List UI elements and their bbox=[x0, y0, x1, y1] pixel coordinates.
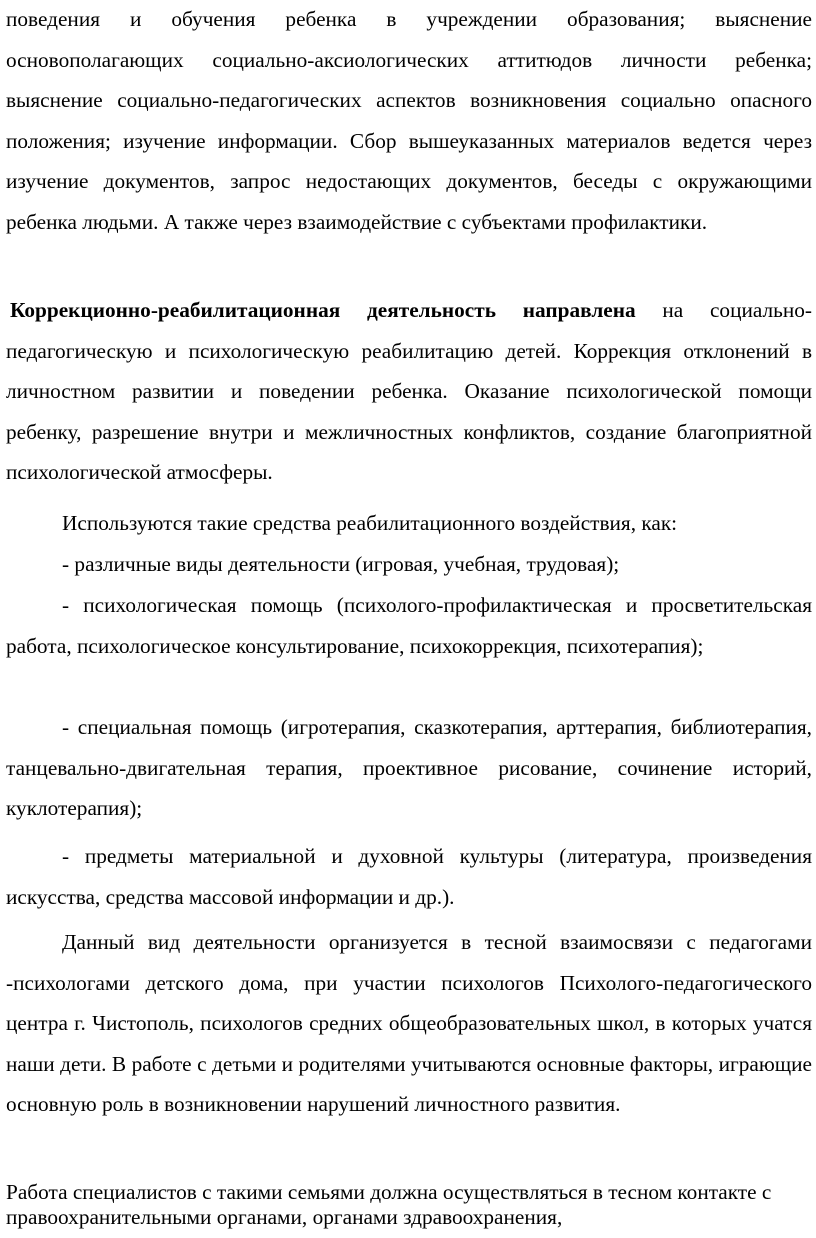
list-item-activities: - различные виды деятельности (игровая, учебная, трудовая); bbox=[62, 552, 620, 576]
paragraph-heading-bold: Коррекционно-реабилитационная деятельность направлена bbox=[10, 298, 636, 322]
paragraph-cooperation: Данный вид деятельности организуется в тесной взаимосвязи с педагогами -психологами детского дома, при участии психологов Психолого-педагогического центра г. Чистополь, психологов средних общеобразовательных школ, в которых учатся наши дети. В работе с детьми и родителями учитываются основные факторы, играющие основную роль в возникновении нарушений личностного развития. bbox=[6, 930, 812, 1117]
list-item-special-help: - специальная помощь (игротерапия, сказкотерапия, арттерапия, библиотерапия, танцевально-двигательная терапия, проективное рисование, сочинение историй, куклотерапия); bbox=[6, 715, 812, 821]
list-item-culture-objects: - предметы материальной и духовной культуры (литература, произведения искусства, средства массовой информации и др.). bbox=[6, 844, 812, 909]
list-item-psychological-help: - психологическая помощь (психолого-профилактическая и просветительская работа, психологическое консультирование, психокоррекция, психотерапия); bbox=[6, 593, 812, 658]
paragraph-rehabilitation-means: Используются такие средства реабилитационного воздействия, как: bbox=[62, 511, 678, 535]
paragraph-heading-rest: на социально-педагогическую и психологическую реабилитацию детей. Коррекция отклонений в личностном развитии и поведении ребенка. Оказание психологической помощи ребенку, разрешение внутри и межличностных конфликтов, создание благоприятной психологической атмосферы. bbox=[6, 298, 812, 485]
paragraph-information-gathering: поведения и обучения ребенка в учреждении образования; выяснение основополагающих социально-аксиологических аттитюдов личности ребенка; выяснение социально-педагогических аспектов возникновения социально опасного положения; изучение информации. Сбор вышеуказанных материалов ведется через изучение документов, запрос недостающих документов, беседы с окружающими ребенка людьми. А также через взаимодействие с субъектами профилактики. bbox=[6, 7, 812, 234]
paragraph-specialists-work: Работа специалистов с такими семьями должна осуществляться в тесном контакте с правоохранительными органами, органами здравоохранения, bbox=[6, 1180, 772, 1229]
paragraph-correction-rehabilitation bbox=[6, 290, 812, 493]
